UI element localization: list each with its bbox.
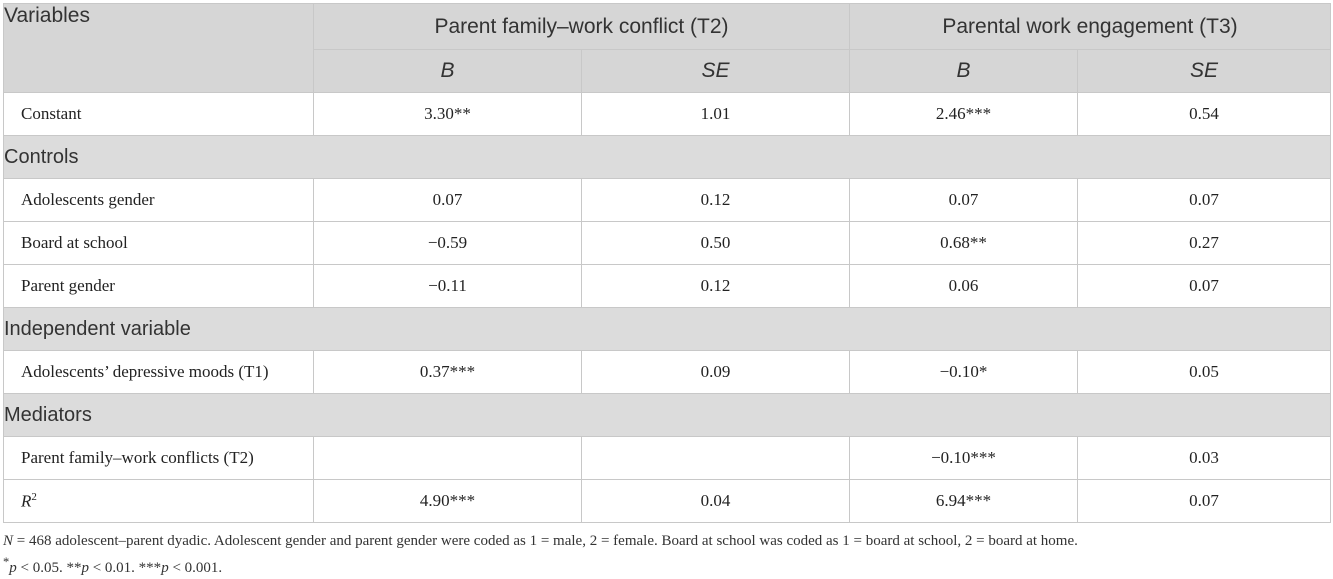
- cell-b-engagement: 0.07: [850, 179, 1078, 222]
- cell-b-engagement: −0.10*: [850, 351, 1078, 394]
- r-squared-superscript: 2: [31, 490, 37, 503]
- note-sample-text: = 468 adolescent–parent dyadic. Adolescent gender and parent gender were coded as 1 = male, 2 = female. Board at school was coded as 1 = board at school, 2 = board at home.: [13, 533, 1078, 549]
- note-line-significance: [3, 552, 1330, 579]
- p-symbol: p: [9, 560, 17, 576]
- header-row-1: [4, 4, 1331, 50]
- section-row: [4, 308, 1331, 351]
- cell-b-conflict: −0.59: [314, 222, 582, 265]
- cell-se-engagement: 0.07: [1078, 480, 1331, 523]
- table-row: [4, 93, 1331, 136]
- cell-se-engagement: 0.07: [1078, 179, 1331, 222]
- cell-b-conflict: 0.07: [314, 179, 582, 222]
- table-row: [4, 351, 1331, 394]
- cell-se-engagement: 0.03: [1078, 437, 1331, 480]
- cell-b-conflict: [314, 437, 582, 480]
- row-label: Parent family–work conflicts (T2): [4, 437, 314, 480]
- sub-header-se: SE: [582, 50, 850, 93]
- cell-b-conflict: 4.90***: [314, 480, 582, 523]
- cell-se-engagement: 0.07: [1078, 265, 1331, 308]
- cell-se-engagement: 0.05: [1078, 351, 1331, 394]
- n-symbol: N: [3, 533, 14, 549]
- row-label: Adolescents’ depressive moods (T1): [4, 351, 314, 394]
- sub-header-b: B: [314, 50, 582, 93]
- cell-se-conflict: 0.09: [582, 351, 850, 394]
- group-header-family-work-conflict: Parent family–work conflict (T2): [314, 4, 850, 50]
- r-symbol: R: [21, 491, 32, 511]
- cell-se-conflict: 0.50: [582, 222, 850, 265]
- table-row: [4, 222, 1331, 265]
- regression-table: [3, 3, 1331, 523]
- section-row: [4, 136, 1331, 179]
- group-header-work-engagement: Parental work engagement (T3): [850, 4, 1331, 50]
- cell-se-conflict: 0.12: [582, 265, 850, 308]
- cell-b-engagement: 0.68**: [850, 222, 1078, 265]
- section-label: Independent variable: [4, 308, 1331, 351]
- cell-se-conflict: 0.12: [582, 179, 850, 222]
- sub-header-b: B: [850, 50, 1078, 93]
- variables-header: Variables: [4, 4, 314, 93]
- section-label: Mediators: [4, 394, 1331, 437]
- table-row: [4, 265, 1331, 308]
- table-row: [4, 437, 1331, 480]
- table-row: [4, 480, 1331, 523]
- section-row: [4, 394, 1331, 437]
- section-label: Controls: [4, 136, 1331, 179]
- row-label: Board at school: [4, 222, 314, 265]
- table-row: [4, 179, 1331, 222]
- sig-text: < 0.05. **: [16, 560, 82, 576]
- cell-se-conflict: [582, 437, 850, 480]
- cell-b-conflict: 0.37***: [314, 351, 582, 394]
- cell-b-engagement: −0.10***: [850, 437, 1078, 480]
- cell-se-engagement: 0.54: [1078, 93, 1331, 136]
- cell-b-conflict: −0.11: [314, 265, 582, 308]
- cell-se-conflict: 0.04: [582, 480, 850, 523]
- cell-b-engagement: 6.94***: [850, 480, 1078, 523]
- sig-text: < 0.001.: [168, 560, 223, 576]
- sub-header-se: SE: [1078, 50, 1331, 93]
- cell-se-engagement: 0.27: [1078, 222, 1331, 265]
- row-label: Adolescents gender: [4, 179, 314, 222]
- note-line-sample: [3, 531, 1330, 552]
- cell-se-conflict: 1.01: [582, 93, 850, 136]
- cell-b-engagement: 2.46***: [850, 93, 1078, 136]
- sig-star: *: [3, 555, 10, 569]
- p-symbol: p: [81, 560, 89, 576]
- row-label: Parent gender: [4, 265, 314, 308]
- cell-b-engagement: 0.06: [850, 265, 1078, 308]
- p-symbol: p: [161, 560, 169, 576]
- sig-text: < 0.01. ***: [88, 560, 162, 576]
- table-notes: [3, 531, 1330, 579]
- row-label: Constant: [4, 93, 314, 136]
- r-squared-label: [4, 480, 314, 523]
- cell-b-conflict: 3.30**: [314, 93, 582, 136]
